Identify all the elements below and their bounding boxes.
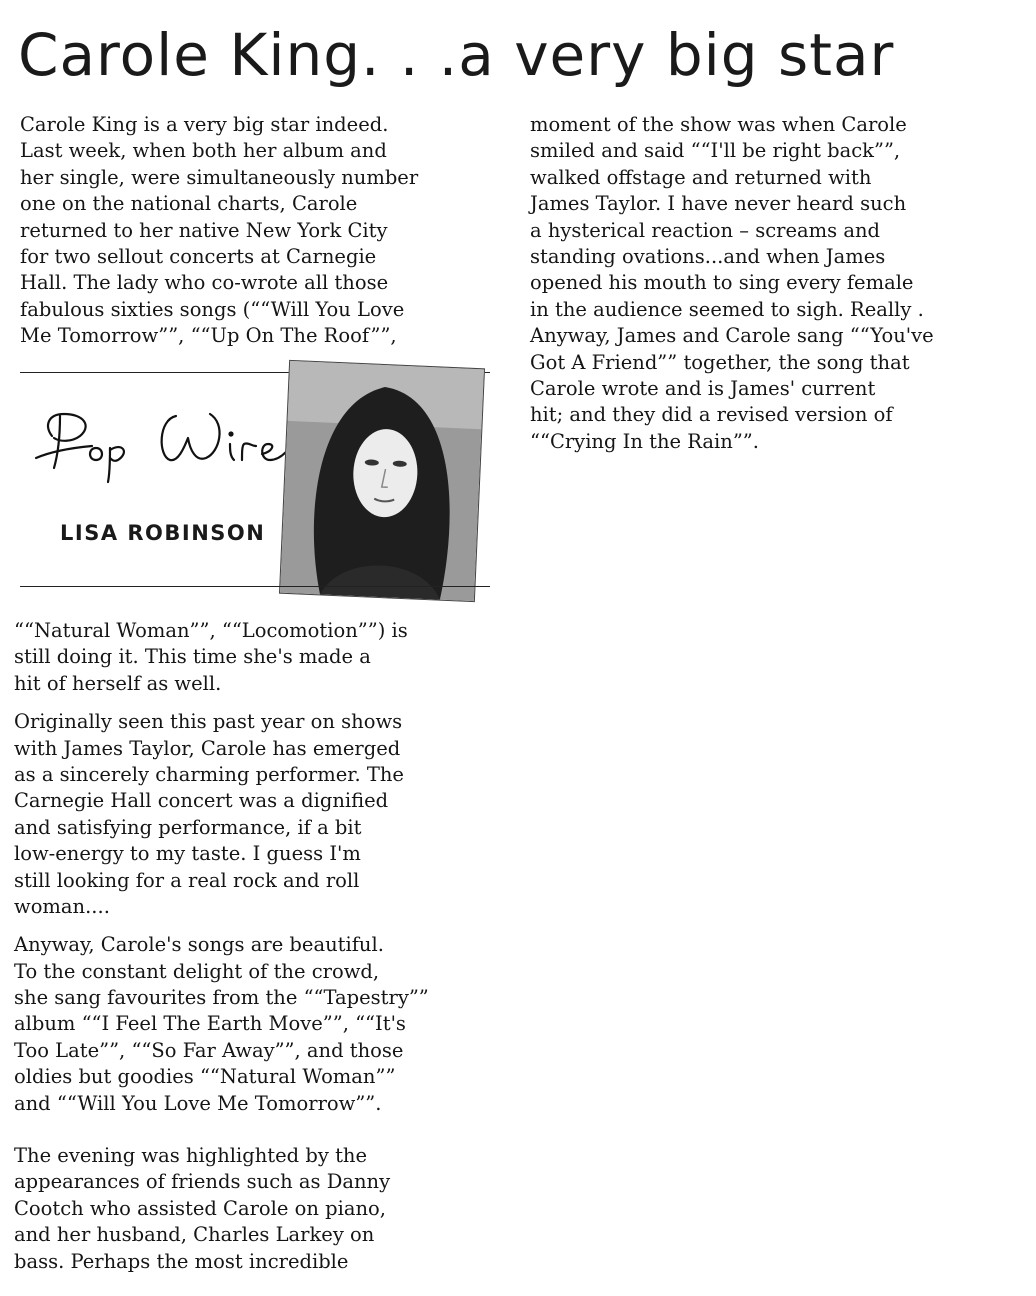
body-line: walked offstage and returned with (530, 165, 872, 189)
body-line: and satisfying performance, if a bit (14, 815, 362, 839)
body-line: Carnegie Hall concert was a dignified (14, 789, 389, 813)
body-line: and ““Will You Love Me Tomorrow””. (14, 1091, 382, 1115)
body-line: The evening was highlighted by the (14, 1144, 367, 1168)
body-line: ““Crying In the Rain””. (530, 429, 759, 453)
body-line: bass. Perhaps the most incredible (14, 1249, 349, 1273)
body-line: appearances of friends such as Danny (14, 1170, 391, 1194)
body-line: a hysterical reaction – screams and (530, 218, 881, 242)
body-line: she sang favourites from the ““Tapestry”” (14, 986, 429, 1010)
body-line: with James Taylor, Carole has emerged (14, 736, 401, 760)
body-line: Last week, when both her album and (20, 139, 387, 163)
body-line: in the audience seemed to sigh. Really . (530, 297, 924, 321)
body-line: Originally seen this past year on shows (14, 710, 403, 734)
body-line: Carole wrote and is James' current (530, 376, 876, 400)
body-line: James Taylor. I have never heard such (530, 192, 907, 216)
body-line: low-energy to my taste. I guess I'm (14, 842, 361, 866)
body-line: fabulous sixties songs (““Will You Love (20, 297, 405, 321)
body-line: for two sellout concerts at Carnegie (20, 244, 377, 268)
body-line: and her husband, Charles Larkey on (14, 1223, 375, 1247)
column-one-top (20, 112, 418, 350)
body-line: her single, were simultaneously number (20, 165, 419, 189)
column-two (530, 112, 934, 455)
body-line: album ““I Feel The Earth Move””, ““It's (14, 1012, 406, 1036)
top-rule (20, 372, 314, 373)
body-line: moment of the show was when Carole (530, 113, 907, 136)
author-photo (279, 360, 485, 602)
author-byline: LISA ROBINSON (60, 521, 266, 545)
body-line: smiled and said ““I'll be right back””, (530, 139, 901, 163)
body-line: standing ovations...and when James (530, 244, 886, 268)
body-line: To the constant delight of the crowd, (14, 959, 380, 983)
body-line: hit; and they did a revised version of (530, 403, 893, 427)
body-line: Hall. The lady who co-wrote all those (20, 271, 389, 295)
body-line: one on the national charts, Carole (20, 192, 358, 216)
column-one-bottom (14, 618, 429, 1275)
body-line: still looking for a real rock and roll (14, 868, 360, 892)
body-line: Anyway, James and Carole sang ““You've (530, 324, 934, 348)
body-line: still doing it. This time she's made a (14, 645, 371, 669)
body-line: Too Late””, ““So Far Away””, and those (14, 1038, 404, 1062)
body-line: opened his mouth to sing every female (530, 271, 914, 295)
body-line: Me Tomorrow””, ““Up On The Roof””, (20, 324, 397, 348)
body-line: Anyway, Carole's songs are beautiful. (14, 933, 384, 957)
body-line: ““Natural Woman””, ““Locomotion””) is (14, 619, 408, 642)
pop-wire-logo (30, 386, 300, 486)
body-line: returned to her native New York City (20, 218, 388, 242)
headline: Carole King. . .a very big star (18, 21, 895, 89)
body-line: oldies but goodies ““Natural Woman”” (14, 1065, 396, 1089)
body-line: Cootch who assisted Carole on piano, (14, 1196, 386, 1220)
body-line: hit of herself as well. (14, 671, 222, 695)
bottom-rule (20, 586, 490, 587)
body-line: as a sincerely charming performer. The (14, 762, 404, 786)
body-line: woman.... (14, 894, 110, 918)
body-line: Got A Friend”” together, the song that (530, 350, 910, 374)
body-line: Carole King is a very big star indeed. (20, 113, 389, 136)
byline-box (20, 366, 490, 596)
